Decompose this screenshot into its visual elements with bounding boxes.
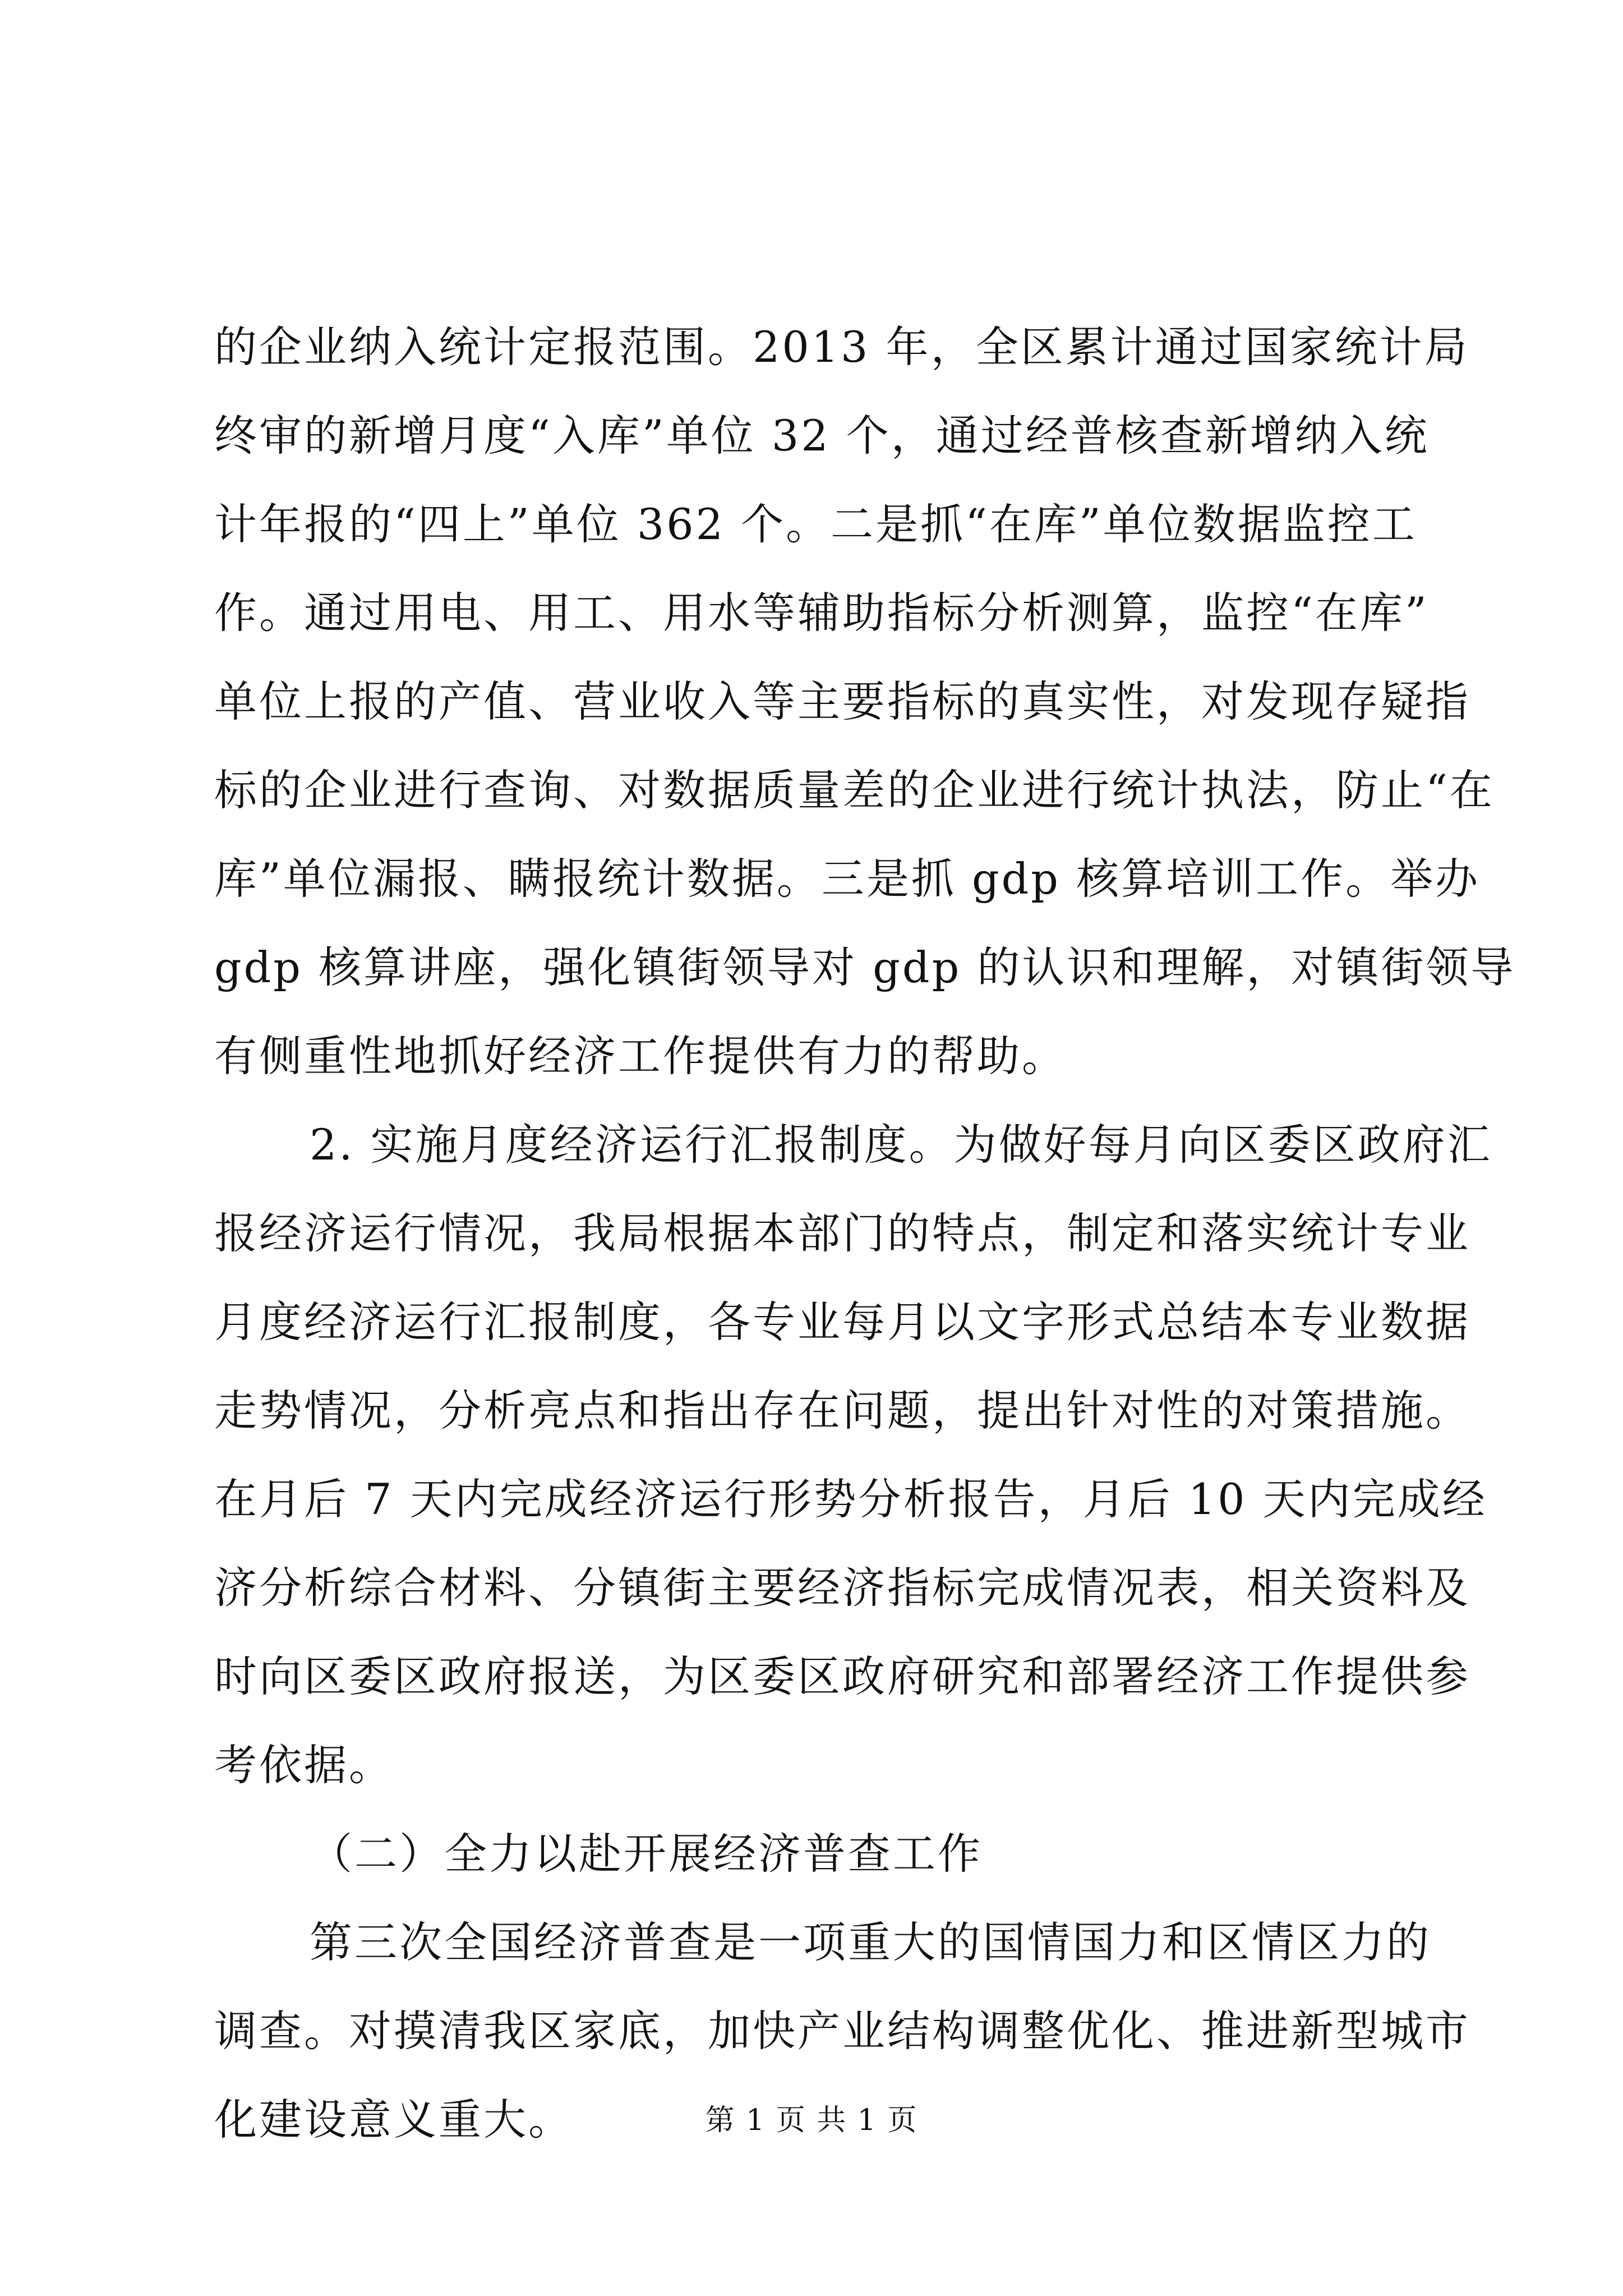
text-line: 作。通过用电、用工、用水等辅助指标分析测算，监控“在库” [214,588,1429,638]
text-line: 化建设意义重大。 [214,2095,573,2145]
text-line: 第三次全国经济普查是一项重大的国情国力和区情区力的 [310,1917,1431,1967]
heading-line: （二）全力以赴开展经济普查工作 [310,1829,983,1879]
text-line: 调查。对摸清我区家底，加快产业结构调整优化、推进新型城市 [214,2006,1470,2056]
text-line: 计年报的“四上”单位 362 个。二是抓“在库”单位数据监控工 [214,499,1417,549]
text-line: 有侧重性地抓好经济工作提供有力的帮助。 [214,1031,1067,1081]
paragraph-2 [214,1101,1492,1810]
text-line: 库”单位漏报、瞒报统计数据。三是抓 gdp 核算培训工作。举办 [214,854,1481,904]
text-line: 时向区委区政府报送，为区委区政府研究和部署经济工作提供参 [214,1651,1470,1701]
text-line: 济分析综合材料、分镇街主要经济指标完成情况表，相关资料及 [214,1563,1470,1613]
paragraph-1 [214,303,1516,1101]
text-line: 考依据。 [214,1740,394,1790]
document-body [214,303,1516,2164]
section-heading [214,1810,1414,1898]
text-line: gdp 核算讲座，强化镇街领导对 gdp 的认识和理解，对镇街领导 [214,942,1516,992]
text-line: 报经济运行情况，我局根据本部门的特点，制定和落实统计专业 [214,1208,1470,1258]
text-line: 月度经济运行汇报制度，各专业每月以文字形式总结本专业数据 [214,1297,1470,1347]
text-line: 单位上报的产值、营业收入等主要指标的真实性，对发现存疑指 [214,677,1470,726]
page-number-footer: 第 1 页 共 1 页 [705,2104,918,2137]
text-line: 2. 实施月度经济运行汇报制度。为做好每月向区委区政府汇 [310,1120,1492,1170]
text-line: 终审的新增月度“入库”单位 32 个，通过经普核查新增纳入统 [214,411,1430,461]
text-line: 走势情况，分析亮点和指出存在问题，提出针对性的对策措施。 [214,1386,1470,1435]
text-line: 的企业纳入统计定报范围。2013 年，全区累计通过国家统计局 [214,322,1469,372]
text-line: 在月后 7 天内完成经济运行形势分析报告，月后 10 天内完成经 [214,1474,1487,1524]
text-line: 标的企业进行查询、对数据质量差的企业进行统计执法，防止“在 [214,765,1495,815]
